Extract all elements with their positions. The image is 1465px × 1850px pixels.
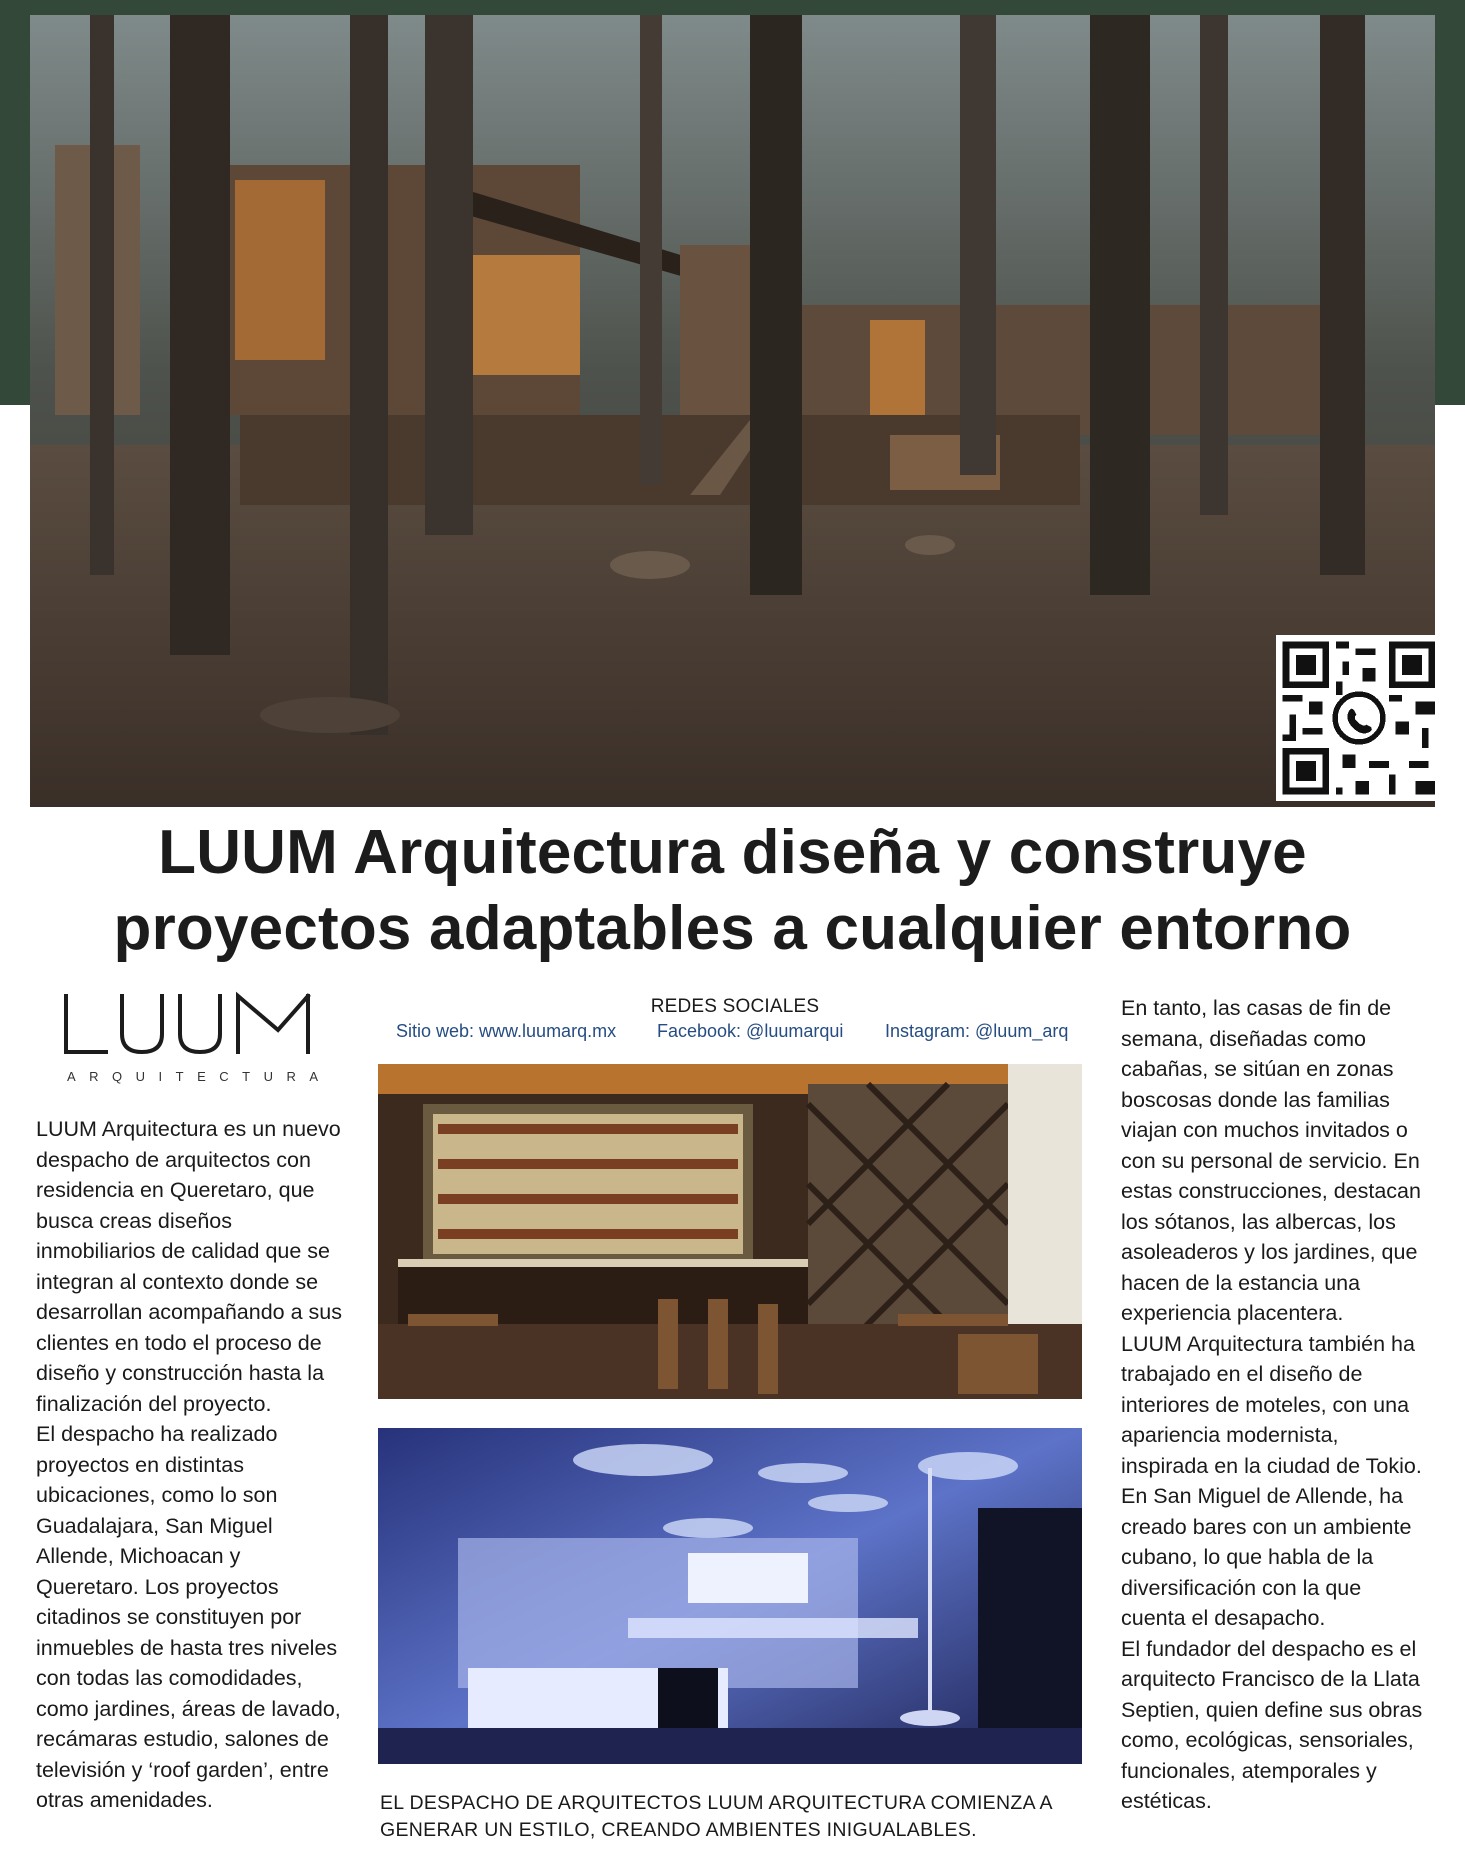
right-paragraph-3: El fundador del despacho es el arquitecto Francisco de la Llata Septien, quien define sus obras como, ecológicas, sensoriales, funcionales, atemporales y estéticas. bbox=[1121, 1636, 1423, 1813]
motel-room-photo bbox=[378, 1428, 1082, 1764]
left-paragraph-1: LUUM Arquitectura es un nuevo despacho de arquitectos con residencia en Queretaro, que busca creas diseños inmobiliarios de calidad que se integran al contexto donde se desarrollan acompañando a sus clientes en todo el proceso de diseño y construcción hasta la finalización del proyecto. bbox=[36, 1117, 342, 1416]
motel-illustration bbox=[378, 1428, 1082, 1764]
article-headline bbox=[0, 815, 1465, 967]
right-paragraph-2: LUUM Arquitectura también ha trabajado en el diseño de interiores de moteles, con una apariencia modernista, inspirada en la ciudad de Tokio. En San Miguel de Allende, ha creado bares con un ambiente cubano, lo que habla de la diversificación con la que cuenta el desapacho. bbox=[1121, 1331, 1422, 1630]
left-paragraph-2: El despacho ha realizado proyectos en distintas ubicaciones, como lo son Guadalajara, San Miguel Allende, Michoacan y Queretaro. Los proyectos citadinos se constituyen por inmuebles de hasta tres niveles con todas las comodidades, como jardines, áreas de lavado, recámaras estudio, salones de televisión y ‘roof garden’, entre otras amenidades. bbox=[36, 1422, 341, 1812]
bar-interior-photo bbox=[378, 1064, 1082, 1399]
social-title: REDES SOCIALES bbox=[650, 996, 820, 1017]
website-link[interactable]: Sitio web: www.luumarq.mx bbox=[396, 1021, 617, 1041]
right-paragraph-1: En tanto, las casas de fin de semana, diseñadas como cabañas, se sitúan en zonas boscosas donde las familias viajan con muchos invitados o con su personal de servicio. En estas construcciones, destacan los sótanos, las albercas, los asoleaderos y los jardines, que hacen de la estancia una experiencia placentera. bbox=[1121, 996, 1421, 1325]
luum-logo bbox=[62, 990, 312, 1062]
logo-subtitle: ARQUITECTURA bbox=[67, 1069, 332, 1084]
left-column bbox=[36, 1114, 346, 1816]
qr-code-icon bbox=[1276, 635, 1435, 801]
photo-caption: EL DESPACHO DE ARQUITECTOS LUUM ARQUITECTURA COMIENZA A GENERAR UN ESTILO, CREANDO AMBIENTES INIGUALABLES. bbox=[380, 1792, 1052, 1841]
hero-photo bbox=[30, 15, 1435, 807]
right-column bbox=[1121, 993, 1431, 1817]
facebook-link[interactable]: Facebook: @luumarqui bbox=[657, 1021, 844, 1041]
whatsapp-qr-code[interactable] bbox=[1276, 635, 1435, 801]
instagram-link[interactable]: Instagram: @luum_arq bbox=[885, 1021, 1069, 1041]
headline-line-1: LUUM Arquitectura diseña y construye bbox=[158, 818, 1307, 887]
luum-wordmark bbox=[62, 990, 312, 1062]
headline-line-2: proyectos adaptables a cualquier entorno bbox=[113, 894, 1352, 963]
logo-name: LUUM bbox=[62, 1061, 65, 1062]
forest-cabin-illustration bbox=[30, 15, 1435, 807]
bar-illustration bbox=[378, 1064, 1082, 1399]
